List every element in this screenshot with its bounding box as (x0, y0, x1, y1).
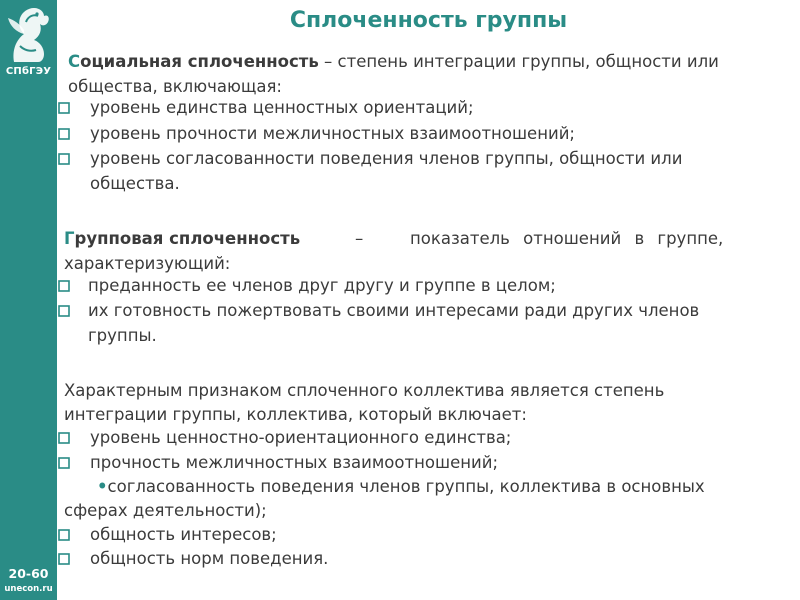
section1-item: уровень единства ценностных ориентаций; (90, 98, 474, 117)
section1-definition-text: – степень интеграции группы, общности или (318, 52, 719, 71)
checkbox-bullet-icon (58, 298, 70, 324)
page-number: 20-60 (8, 566, 49, 581)
section3-item: общность норм поведения. (90, 549, 329, 568)
section2-item: их готовность пожертвовать своими интересами ради других членов (88, 301, 700, 320)
section2-definition-cont: характеризующий: (64, 254, 231, 273)
section1-item: уровень прочности межличностных взаимоотношений; (90, 124, 575, 143)
section2-dash: – (355, 229, 364, 248)
section2-term-line (64, 226, 300, 252)
section1-first-letter: С (68, 52, 81, 71)
griffin-logo-icon (4, 2, 54, 66)
checkbox-bullet-icon (58, 450, 70, 476)
checkbox-bullet-icon (58, 121, 70, 147)
site-url: unecon.ru (4, 584, 53, 594)
section1-item-cont: общества. (90, 174, 180, 193)
section3-item: уровень ценностно-ориентационного единства; (90, 428, 512, 447)
section2-definition: показатель отношений в группе, (410, 229, 724, 248)
section2-first-letter: Г (64, 229, 75, 248)
checkbox-bullet-icon (58, 273, 70, 299)
logo-text: СПбГЭУ (5, 66, 52, 77)
section1-term: оциальная сплоченность (80, 52, 319, 71)
section3-dot-item-cont: сферах деятельности); (64, 501, 267, 520)
section3-intro: Характерным признаком сплоченного коллектива является степень (64, 381, 665, 400)
checkbox-bullet-icon (58, 522, 70, 548)
section1-item: уровень согласованности поведения членов группы, общности или (90, 149, 683, 168)
checkbox-bullet-icon (58, 425, 70, 451)
section3-item: общность интересов; (90, 525, 277, 544)
checkbox-bullet-icon (58, 146, 70, 172)
section2-item-cont: группы. (88, 326, 157, 345)
section3-item: прочность межличностных взаимоотношений; (90, 453, 499, 472)
section1-definition (68, 49, 719, 75)
checkbox-bullet-icon (58, 546, 70, 572)
dot-bullet-icon: • (97, 477, 108, 496)
section2-term: рупповая сплоченность (74, 229, 301, 248)
section3-dot-item (97, 474, 705, 500)
section3-intro-cont: интеграции группы, коллектива, который включает: (64, 405, 527, 424)
section1-definition-cont: общества, включающая: (68, 77, 282, 96)
section3-dot-item-text: согласованность поведения членов группы, коллектива в основных (107, 477, 705, 496)
page-title: Сплоченность группы (289, 8, 568, 33)
section2-item: преданность ее членов друг другу и группе в целом; (88, 276, 556, 295)
sidebar (0, 0, 57, 600)
checkbox-bullet-icon (58, 95, 70, 121)
